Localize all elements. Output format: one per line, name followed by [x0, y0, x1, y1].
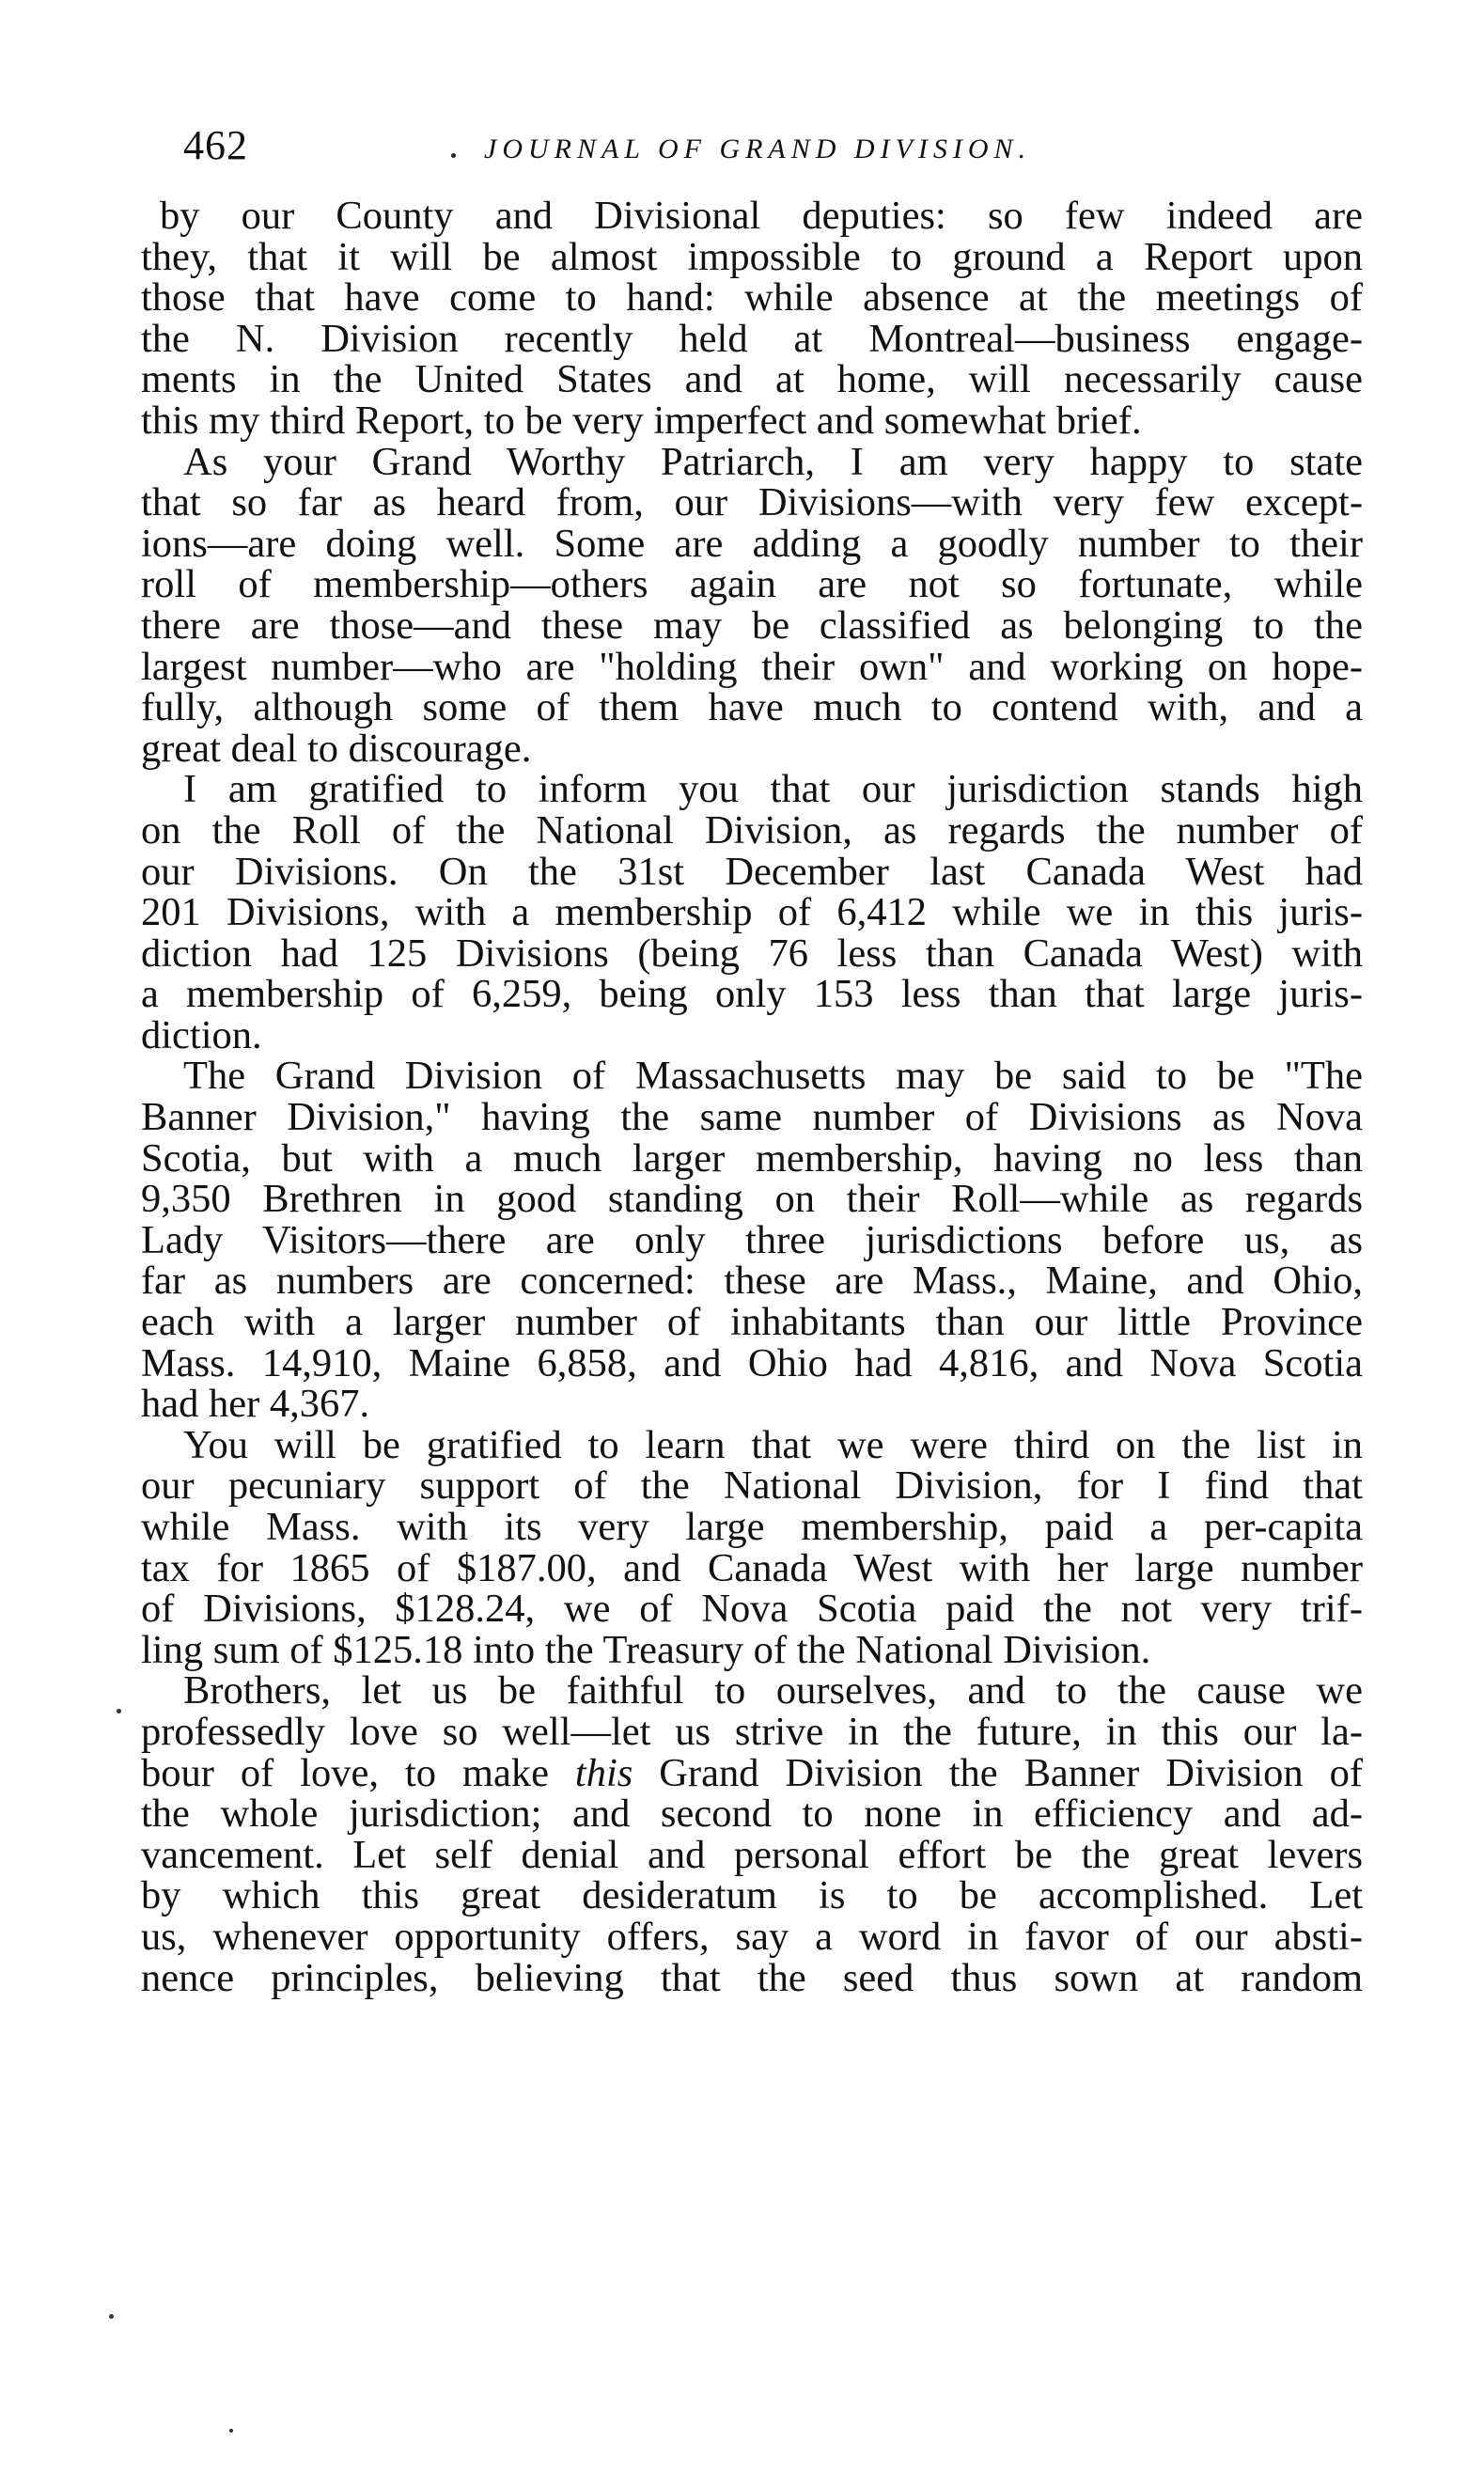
line-text: Brothers, let us be faithful to ourselves, and to the cause we	[183, 1668, 1363, 1713]
line-text: ments in the United States and at home, will necessarily cause	[141, 357, 1363, 402]
text-line	[141, 1012, 1363, 1057]
text-line	[141, 892, 1363, 933]
text-line	[141, 807, 1363, 853]
line-text: professedly love so well—let us strive in the future, in this our la-	[141, 1709, 1363, 1754]
line-text: diction had 125 Divisions (being 76 less than Canada West) with	[141, 931, 1363, 976]
text-line	[141, 564, 1363, 605]
line-text: Banner Division," having the same number of Divisions as Nova	[141, 1095, 1363, 1140]
text-line	[141, 1588, 1363, 1630]
line-text: great deal to discourage.	[141, 726, 532, 771]
line-text: far as numbers are concerned: these are Mass., Maine, and Ohio,	[141, 1259, 1363, 1304]
text-line	[141, 1750, 1363, 1795]
line-text: our Divisions. On the 31st December last Canada West had	[141, 849, 1363, 894]
text-line	[141, 1135, 1363, 1181]
line-text: fully, although some of them have much to contend with, and a	[141, 685, 1363, 730]
ink-speck	[229, 2429, 233, 2433]
line-text: You will be gratified to learn that we were third on the list in	[183, 1422, 1363, 1467]
text-line	[141, 277, 1363, 319]
line-text-continued: Grand Division the Banner Division of	[659, 1750, 1363, 1795]
line-text: largest number—who are "holding their own" and working on hope-	[141, 644, 1363, 689]
line-text: I am gratified to inform you that our jurisdiction stands high	[183, 767, 1363, 812]
text-line	[141, 482, 1363, 524]
header-dot	[451, 153, 456, 158]
line-text: nence principles, believing that the seed thus sown at random	[141, 1955, 1363, 2000]
ink-speck	[117, 1709, 121, 1713]
text-line	[141, 400, 1363, 442]
text-line	[141, 1422, 1363, 1467]
text-line	[141, 728, 1363, 770]
line-text: As your Grand Worthy Patriarch, I am very happy to state	[183, 439, 1363, 484]
line-text: a membership of 6,259, being only 153 less than that large juris-	[141, 972, 1363, 1017]
line-text: by which this great desideratum is to be accomplished. Let	[141, 1873, 1363, 1918]
text-line	[141, 1179, 1363, 1220]
line-text: our pecuniary support of the National Division, for I find that	[141, 1463, 1363, 1509]
text-line	[141, 1340, 1363, 1385]
text-line	[141, 1260, 1363, 1302]
line-text: The Grand Division of Massachusetts may be said to be "The	[183, 1054, 1363, 1099]
text-line	[141, 1955, 1363, 2000]
line-text: by our County and Divisional deputies: so few indeed are	[160, 194, 1363, 238]
text-line	[141, 1384, 1363, 1425]
line-text: had her 4,367.	[141, 1382, 370, 1427]
line-text: ions—are doing well. Some are adding a goodly number to their	[141, 521, 1363, 566]
line-text: vancement. Let self denial and personal effort be the great levers	[141, 1832, 1363, 1877]
line-text: this my third Report, to be very imperfect and somewhat brief.	[141, 398, 1142, 443]
text-line	[141, 1914, 1363, 1959]
text-line	[141, 1545, 1363, 1590]
text-line	[141, 316, 1363, 361]
text-line	[141, 1670, 1363, 1712]
text-line	[141, 1793, 1363, 1835]
text-line	[141, 849, 1363, 894]
text-line	[141, 974, 1363, 1015]
running-head: JOURNAL OF GRAND DIVISION.	[484, 133, 1032, 164]
page-number: 462	[183, 122, 248, 168]
line-text: roll of membership—others again are not so fortunate, while	[141, 562, 1363, 607]
text-line	[141, 234, 1363, 279]
ink-speck	[109, 2314, 114, 2319]
line-text: of Divisions, $128.24, we of Nova Scotia paid the not very trif-	[141, 1587, 1363, 1632]
text-line	[141, 1302, 1363, 1343]
line-text: the N. Division recently held at Montreal—business engage-	[141, 316, 1363, 361]
text-line	[141, 1217, 1363, 1262]
text-line	[141, 1875, 1363, 1917]
line-text: us, whenever opportunity offers, say a word in favor of our absti-	[141, 1914, 1363, 1959]
line-text: on the Roll of the National Division, as regards the number of	[141, 807, 1363, 853]
text-line	[141, 439, 1363, 484]
line-text: they, that it will be almost impossible to ground a Report upon	[141, 234, 1363, 279]
line-text: Lady Visitors—there are only three jurisdictions before us, as	[141, 1217, 1363, 1262]
line-text: that so far as heard from, our Divisions—with very few except-	[141, 480, 1363, 525]
text-line	[141, 687, 1363, 728]
text-line	[141, 933, 1363, 975]
text-line	[141, 359, 1363, 400]
line-text: the whole jurisdiction; and second to none in efficiency and ad-	[141, 1791, 1363, 1837]
text-line	[141, 602, 1363, 648]
line-text: tax for 1865 of $187.00, and Canada West with her large number	[141, 1545, 1363, 1590]
text-line	[141, 1832, 1363, 1877]
page-header	[183, 117, 1236, 174]
text-line	[141, 644, 1363, 689]
text-line	[141, 196, 1363, 237]
line-text: Mass. 14,910, Maine 6,858, and Ohio had 4,816, and Nova Scotia	[141, 1340, 1363, 1385]
line-text: bour of love, to make	[141, 1750, 549, 1795]
line-text: 201 Divisions, with a membership of 6,412 while we in this juris-	[141, 890, 1363, 935]
line-text: while Mass. with its very large membership, paid a per-capita	[141, 1505, 1363, 1549]
line-text: each with a larger number of inhabitants than our little Province	[141, 1300, 1363, 1345]
line-text: those that have come to hand: while absence at the meetings of	[141, 275, 1363, 321]
line-text: there are those—and these may be classified as belonging to the	[141, 602, 1363, 648]
text-line	[141, 1097, 1363, 1138]
line-text: Scotia, but with a much larger membership, having no less than	[141, 1135, 1363, 1181]
body-text	[141, 196, 1363, 1998]
text-line	[141, 1507, 1363, 1548]
text-line	[141, 1627, 1363, 1672]
text-line	[141, 1709, 1363, 1754]
text-line	[141, 1056, 1363, 1097]
italic-word: this	[574, 1750, 633, 1795]
line-text: ling sum of $125.18 into the Treasury of the National Division.	[141, 1627, 1151, 1672]
line-text: 9,350 Brethren in good standing on their Roll—while as regards	[141, 1177, 1363, 1222]
text-line	[141, 769, 1363, 810]
line-text: diction.	[141, 1012, 262, 1057]
text-line	[141, 521, 1363, 566]
text-line	[141, 1465, 1363, 1507]
